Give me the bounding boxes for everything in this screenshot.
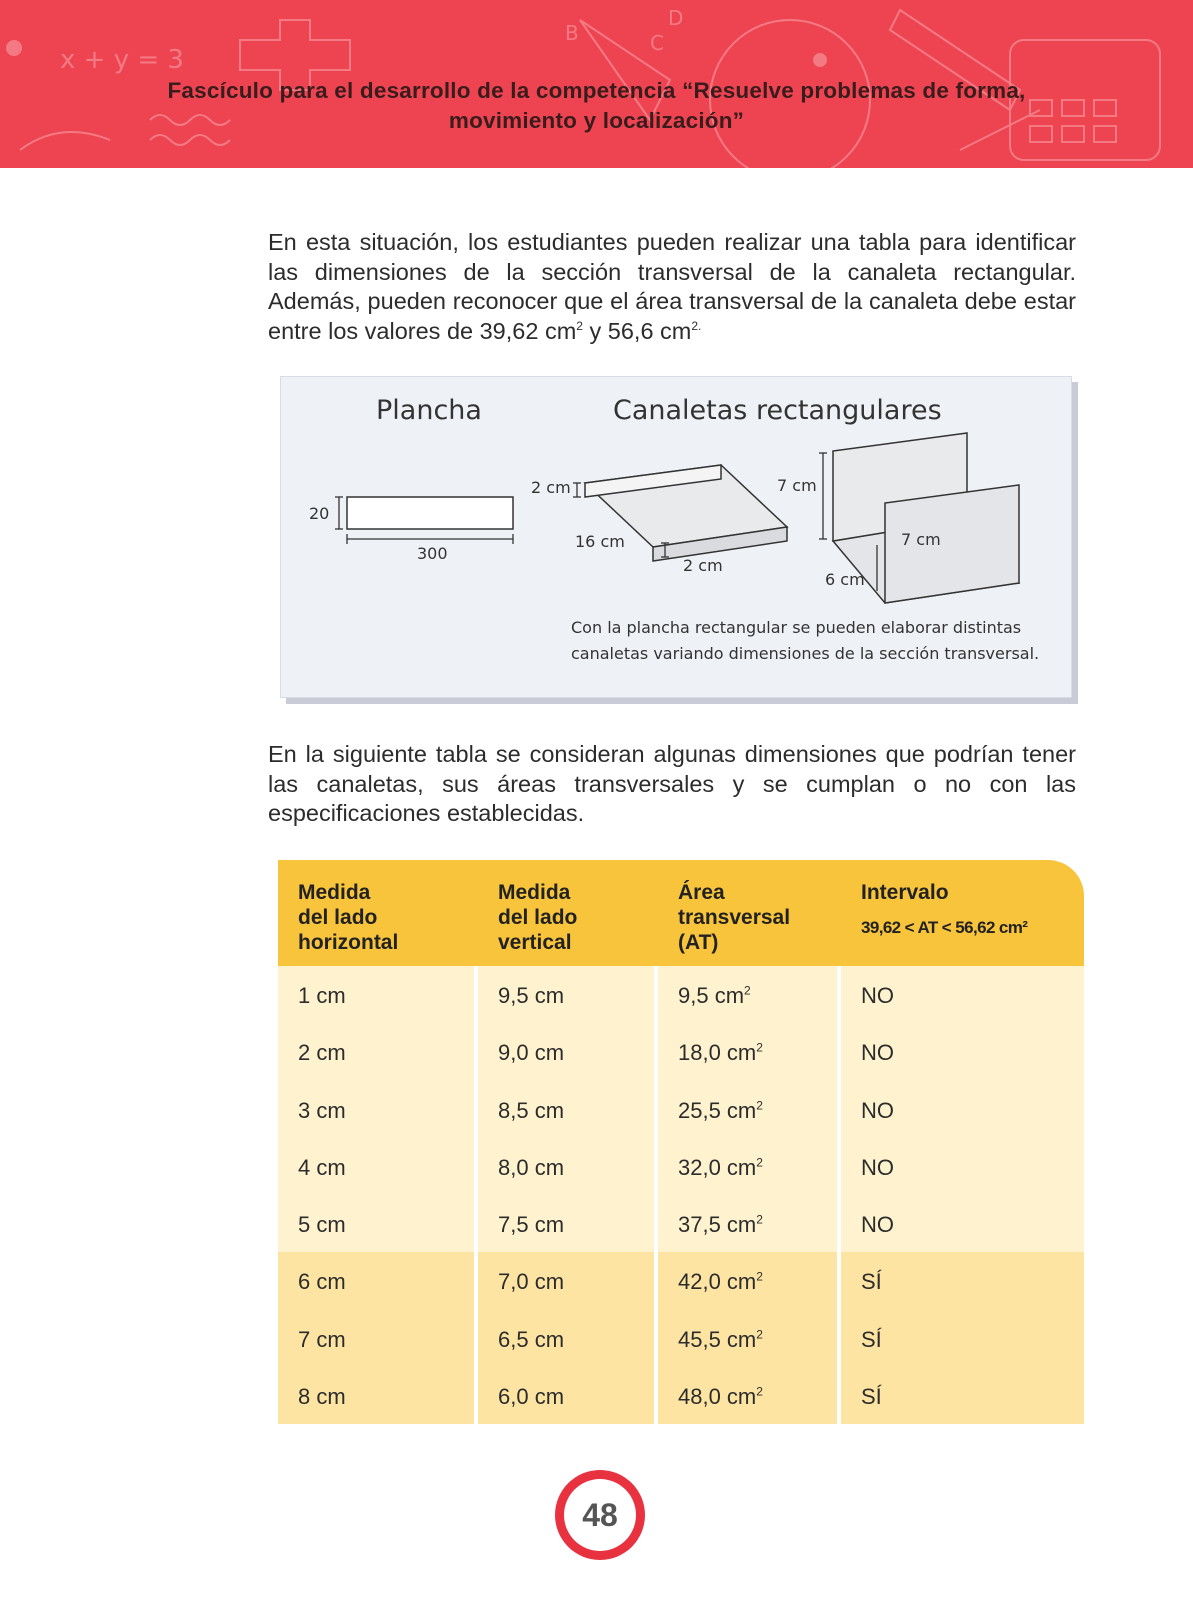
cell-vertical-text: 9,0 cm (498, 1040, 565, 1066)
header-banner (0, 0, 1193, 168)
intro-sup2: 2. (691, 318, 702, 333)
header-area-l1: Área (678, 881, 725, 904)
cell-vertical (478, 1252, 658, 1309)
cell-vertical (478, 1023, 658, 1080)
cell-area-sup: 2 (756, 1212, 763, 1227)
cell-horizontal-text: 7 cm (298, 1326, 346, 1352)
page-number: 48 (564, 1479, 636, 1551)
header-interval (841, 860, 1084, 966)
svg-text:C: C (650, 31, 664, 55)
c2-front-height-label: 7 cm (901, 530, 941, 549)
header-area (658, 860, 841, 966)
header-title-line1: Fascículo para el desarrollo de la competencia “Resuelve problemas de forma, (167, 78, 1026, 103)
cell-horizontal-text: 8 cm (298, 1384, 346, 1410)
cell-vertical-text: 7,5 cm (498, 1212, 565, 1238)
intro-text: En esta situación, los estudiantes pueden realizar una tabla para identificar las dimensiones de la sección transversal de la canaleta rectangular. Además, pueden reconocer que el área transversal de la canaleta debe estar entre los valores de 39,62 cm (268, 229, 1076, 344)
cell-horizontal-text: 1 cm (298, 983, 346, 1008)
cell-horizontal (278, 1195, 478, 1252)
table-row (278, 966, 1084, 1023)
cell-result (841, 1310, 1084, 1367)
canaletas-figure (280, 376, 1072, 698)
cell-vertical-text: 8,0 cm (498, 1154, 565, 1180)
cell-horizontal (278, 1023, 478, 1080)
cell-vertical-text: 6,0 cm (498, 1384, 565, 1410)
cell-area-text: 42,0 cm (678, 1269, 757, 1295)
figure-caption-line2: canaletas variando dimensiones de la sección transversal. (571, 644, 1040, 663)
cell-area (658, 1081, 841, 1138)
c2-back-height-label: 7 cm (777, 476, 817, 495)
cell-result-text: NO (861, 983, 894, 1008)
canaletas-title: Canaletas rectangulares (613, 395, 942, 426)
cell-area-text: 48,0 cm (678, 1384, 757, 1410)
cell-area-sup: 2 (756, 1155, 763, 1170)
svg-text:B: B (565, 21, 579, 45)
cell-result-text: NO (861, 1097, 894, 1123)
cell-vertical-text: 9,5 cm (498, 983, 565, 1008)
table-row (278, 1081, 1084, 1138)
table-row (278, 1023, 1084, 1080)
cell-horizontal-text: 3 cm (298, 1097, 346, 1123)
cell-horizontal (278, 966, 478, 1023)
cell-horizontal (278, 1252, 478, 1309)
cell-vertical (478, 1367, 658, 1424)
header-interval-title: Intervalo (861, 881, 949, 904)
header-title (0, 76, 1193, 136)
cell-area (658, 1367, 841, 1424)
cell-area (658, 1023, 841, 1080)
canaleta-tall-drawing (777, 433, 1019, 603)
cell-result (841, 1195, 1084, 1252)
figure-caption-line1: Con la plancha rectangular se pueden elaborar distintas (571, 618, 1022, 637)
dimensions-table (278, 860, 1084, 1424)
cell-area-sup: 2 (756, 1098, 763, 1113)
header-vertical (478, 860, 658, 966)
plancha-length-label: 300 (417, 544, 448, 563)
cell-result (841, 1367, 1084, 1424)
header-area-l3: (AT) (678, 931, 719, 954)
cell-horizontal-text: 6 cm (298, 1269, 346, 1295)
header-title-line2: movimiento y localización” (448, 108, 745, 133)
cell-area-sup: 2 (756, 1040, 763, 1055)
header-horizontal-l2: del lado (298, 906, 378, 929)
header-horizontal-l1: Medida (298, 881, 371, 904)
cell-area-sup: 2 (756, 1384, 763, 1399)
cell-horizontal (278, 1310, 478, 1367)
c1-side-height-label: 2 cm (531, 478, 571, 497)
cell-result (841, 1023, 1084, 1080)
cell-horizontal-text: 4 cm (298, 1154, 346, 1180)
table-row (278, 1138, 1084, 1195)
header-vertical-l3: vertical (498, 931, 572, 954)
cell-vertical-text: 6,5 cm (498, 1326, 565, 1352)
intro-paragraph (268, 228, 1076, 346)
cell-vertical (478, 966, 658, 1023)
table-intro-paragraph: En la siguiente tabla se consideran algunas dimensiones que podrían tener las canaletas, sus áreas transversales y se cumplan o no con las especificaciones establecidas. (268, 741, 1076, 826)
cell-horizontal (278, 1138, 478, 1195)
cell-area-sup: 2 (756, 1327, 763, 1342)
table-row (278, 1367, 1084, 1424)
cell-horizontal-text: 5 cm (298, 1212, 346, 1238)
cell-result (841, 1081, 1084, 1138)
cell-area-sup: 2 (756, 1270, 763, 1285)
cell-area-text: 32,0 cm (678, 1154, 757, 1180)
table-row (278, 1310, 1084, 1367)
table-header (278, 860, 1084, 966)
table-row (278, 1195, 1084, 1252)
cell-area (658, 1252, 841, 1309)
cell-area (658, 1310, 841, 1367)
cell-result-text: NO (861, 1154, 894, 1180)
cell-area-text: 25,5 cm (678, 1097, 757, 1123)
c1-base-depth-label: 16 cm (575, 532, 625, 551)
cell-vertical (478, 1195, 658, 1252)
cell-result (841, 966, 1084, 1023)
cell-area-text: 9,5 cm (678, 983, 745, 1008)
canaletas-diagram (281, 377, 1073, 699)
cell-horizontal (278, 1367, 478, 1424)
intro-mid: y 56,6 cm (582, 317, 692, 344)
cell-area (658, 966, 841, 1023)
svg-text:x + y = 3: x + y = 3 (60, 45, 184, 75)
cell-result-text: NO (861, 1212, 894, 1238)
plancha-title: Plancha (376, 395, 482, 426)
cell-horizontal-text: 2 cm (298, 1040, 346, 1066)
cell-vertical-text: 7,0 cm (498, 1269, 565, 1295)
cell-area-text: 18,0 cm (678, 1040, 757, 1066)
header-vertical-l1: Medida (498, 881, 571, 904)
cell-result-text: SÍ (861, 1326, 882, 1352)
intro-sup1: 2 (576, 318, 583, 333)
cell-area-text: 45,5 cm (678, 1326, 757, 1352)
plancha-drawing (309, 497, 513, 563)
table-row (278, 1252, 1084, 1309)
page-number-badge (555, 1470, 645, 1560)
c2-base-label: 6 cm (825, 570, 865, 589)
cell-result (841, 1252, 1084, 1309)
table-body (278, 966, 1084, 1424)
plancha-width-label: 20 (309, 504, 330, 523)
cell-vertical (478, 1081, 658, 1138)
cell-horizontal (278, 1081, 478, 1138)
cell-area-text: 37,5 cm (678, 1212, 757, 1238)
cell-area-sup: 2 (744, 983, 751, 998)
header-area-l2: transversal (678, 906, 791, 929)
cell-area (658, 1138, 841, 1195)
header-horizontal-l3: horizontal (298, 931, 399, 954)
header-horizontal (278, 860, 478, 966)
cell-result-text: SÍ (861, 1384, 882, 1410)
canaleta-wide-drawing (531, 465, 787, 575)
header-interval-sub: 39,62 < AT < 56,62 cm² (861, 918, 1028, 937)
cell-result-text: NO (861, 1040, 894, 1066)
svg-text:D: D (668, 6, 684, 30)
cell-result-text: SÍ (861, 1269, 882, 1295)
cell-area (658, 1195, 841, 1252)
cell-result (841, 1138, 1084, 1195)
cell-vertical (478, 1138, 658, 1195)
header-vertical-l2: del lado (498, 906, 578, 929)
c1-front-height-label: 2 cm (683, 556, 723, 575)
cell-vertical (478, 1310, 658, 1367)
cell-vertical-text: 8,5 cm (498, 1097, 565, 1123)
